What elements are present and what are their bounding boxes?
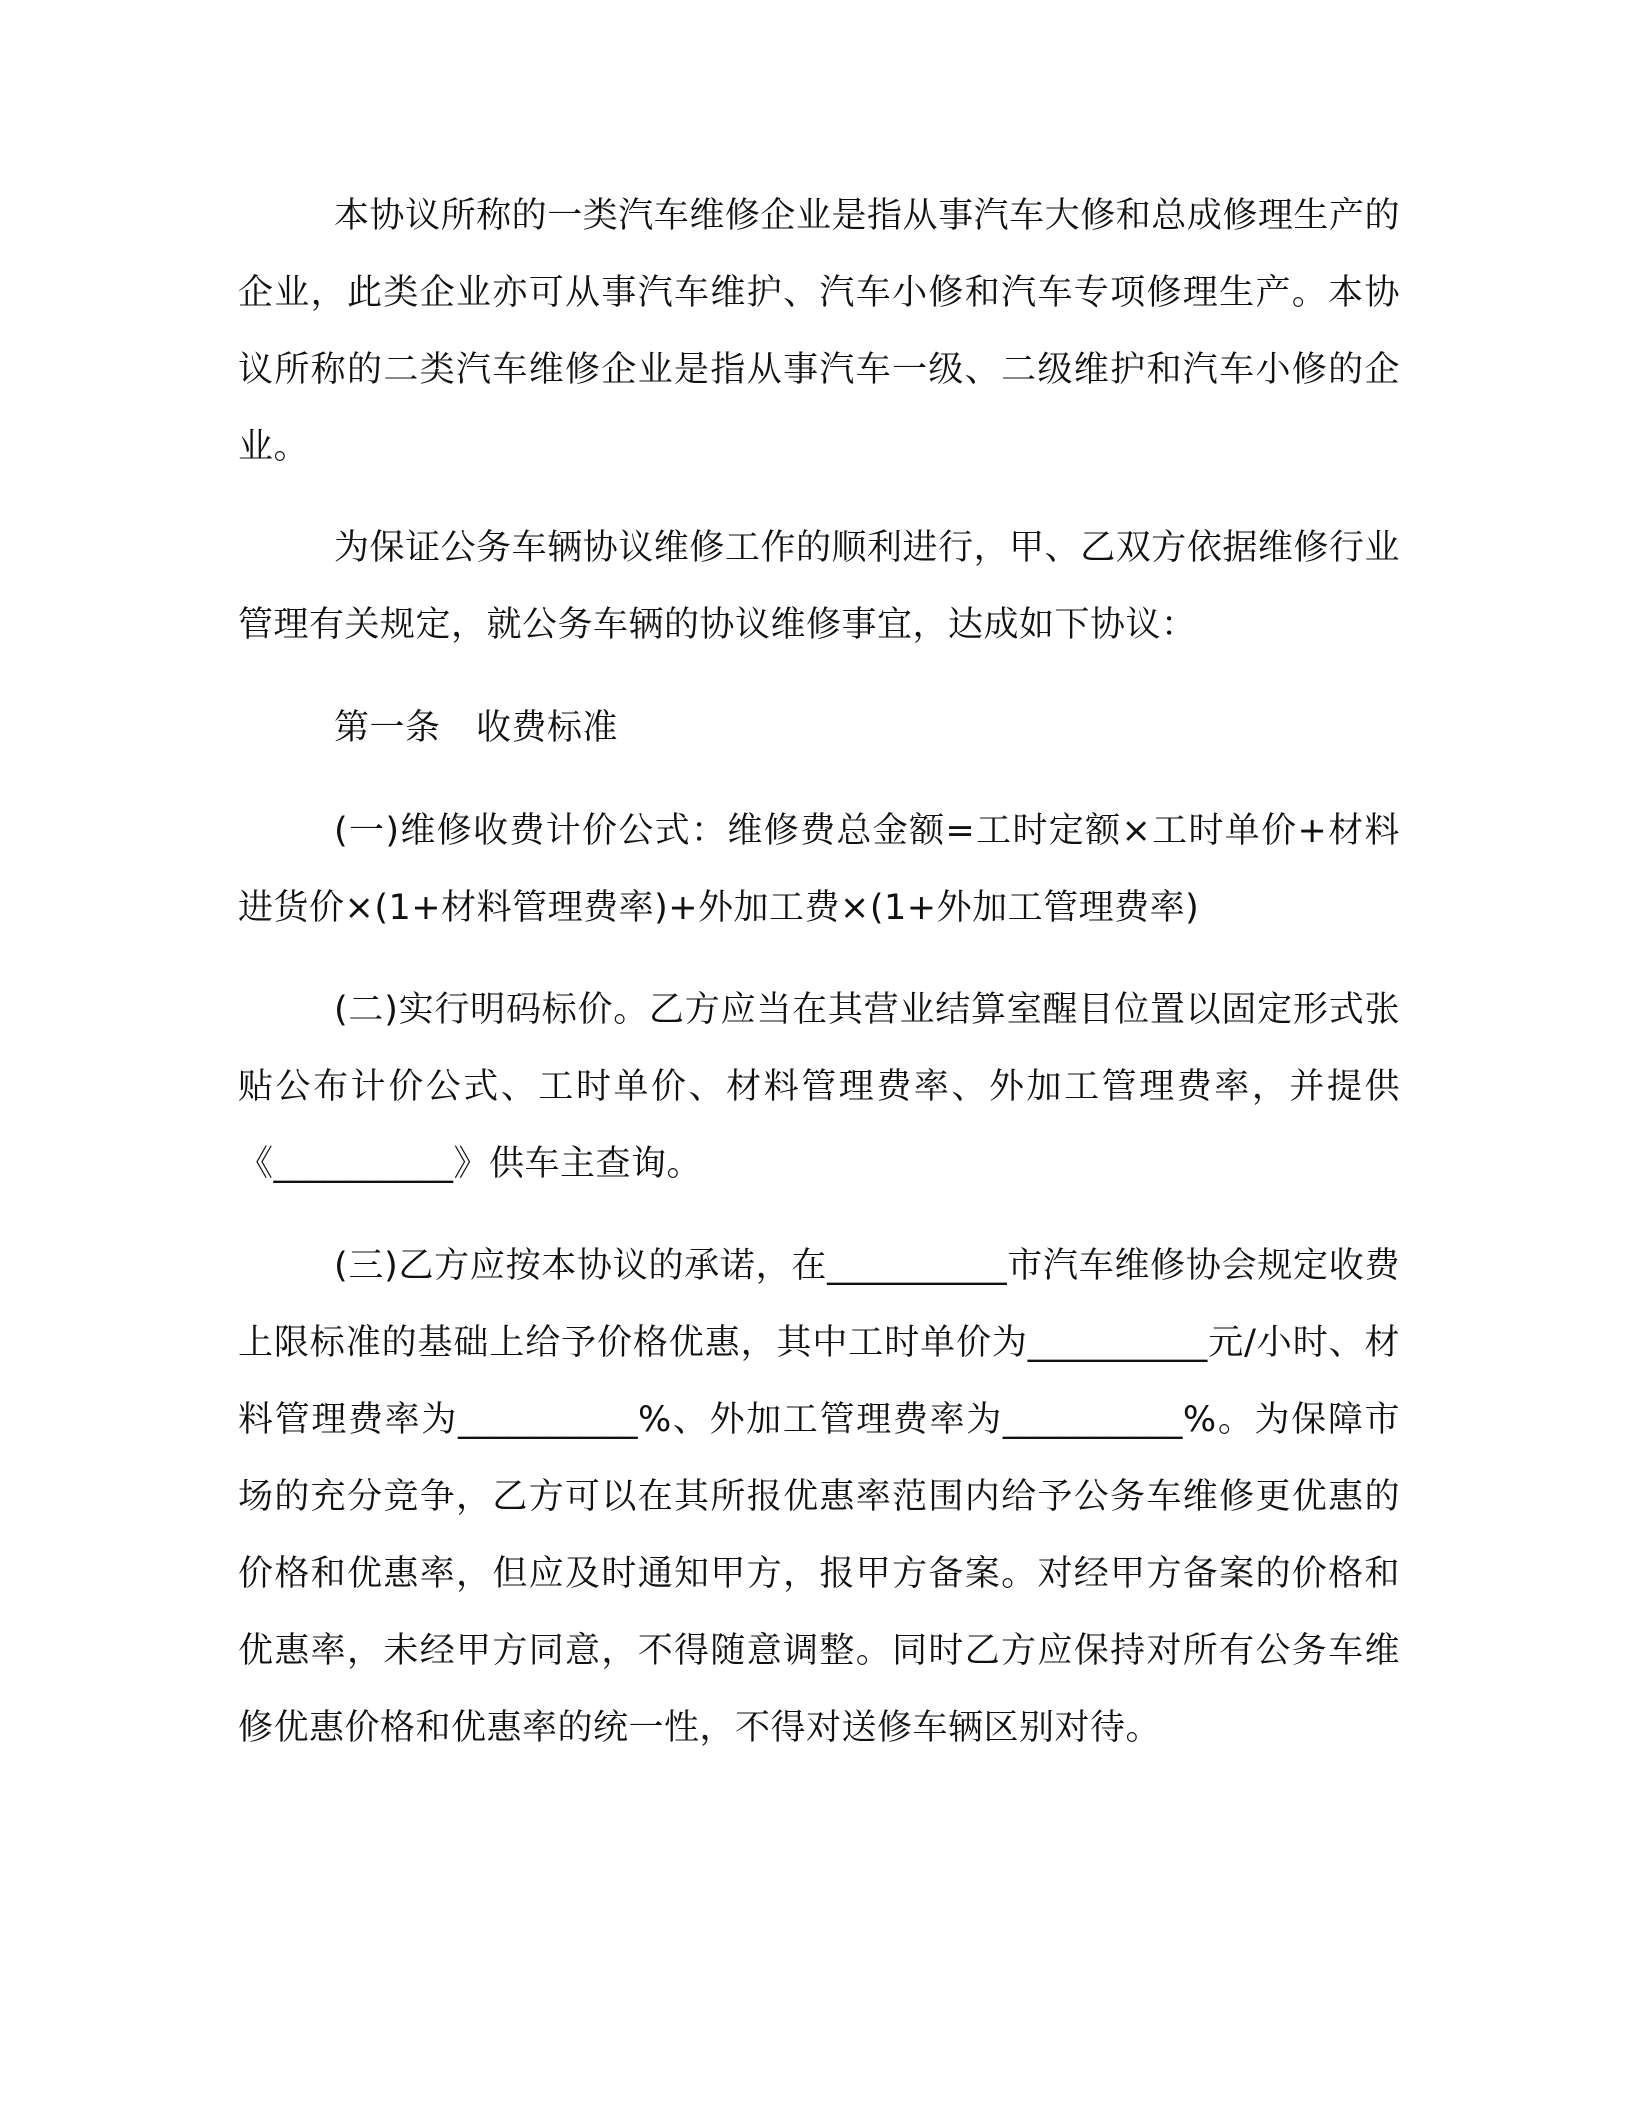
article-1-heading: 第一条 收费标准	[334, 708, 619, 748]
paragraph-agreement-purpose: 为保证公务车辆协议维修工作的顺利进行，甲、乙双方依据维修行业管理有关规定，就公务车辆的协议维修事宜，达成如下协议：	[238, 528, 1400, 645]
paragraph-price-posting: (二)实行明码标价。乙方应当在其营业结算室醒目位置以固定形式张贴公布计价公式、工时单价、材料管理费率、外加工管理费率，并提供《__________》供车主查询。	[238, 990, 1400, 1184]
paragraph-price-discount: (三)乙方应按本协议的承诺，在__________市汽车维修协会规定收费上限标准的基础上给予价格优惠，其中工时单价为__________元/小时、材料管理费率为__________%、外加工管理费率为__________%。为保障市场的充分竞争，乙方可以在其所报优惠率范围内给予公务车维修更优惠的价格和优惠率，但应及时通知甲方，报甲方备案。对经甲方备案的价格和优惠率，未经甲方同意，不得随意调整。同时乙方应保持对所有公务车维修优惠价格和优惠率的统一性，不得对送修车辆区别对待。	[238, 1246, 1400, 1748]
paragraph-pricing-formula: (一)维修收费计价公式：维修费总金额=工时定额×工时单价+材料进货价×(1+材料管理费率)+外加工费×(1+外加工管理费率)	[238, 811, 1400, 928]
paragraph-repair-enterprise-definition: 本协议所称的一类汽车维修企业是指从事汽车大修和总成修理生产的企业，此类企业亦可从事汽车维护、汽车小修和汽车专项修理生产。本协议所称的二类汽车维修企业是指从事汽车一级、二级维护和汽车小修的企业。	[238, 196, 1400, 467]
